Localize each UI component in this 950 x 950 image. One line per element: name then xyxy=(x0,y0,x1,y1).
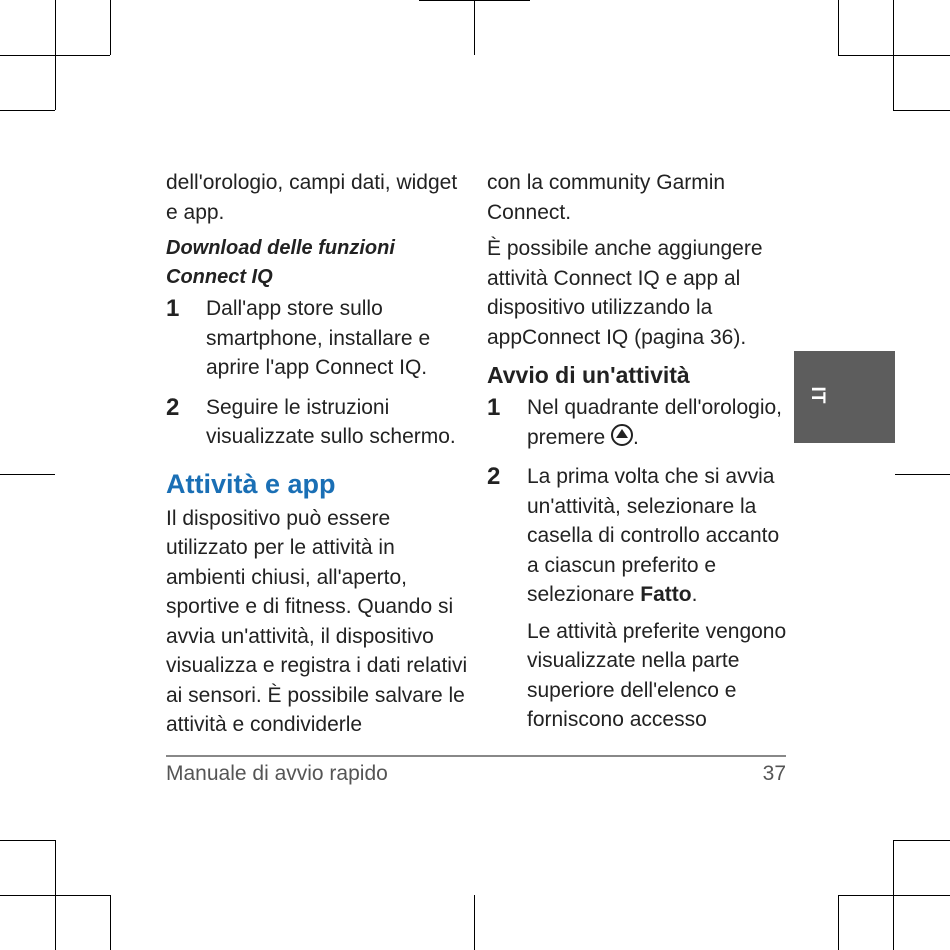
up-triangle-button-icon xyxy=(611,424,633,446)
step2-note: Le attività preferite vengono visualizzate nella parte superiore dell'elenco e forniscono accesso xyxy=(527,619,787,731)
footer-title: Manuale di avvio rapido xyxy=(166,762,388,785)
step-number: 2 xyxy=(487,463,501,490)
section-body: Il dispositivo può essere utilizzato per le attività in ambienti chiusi, all'aperto, sportive e di fitness. Quando si avvia un'attività, il dispositivo visualizza e registra i dati relativi ai sensori. È possibile salvare le attività e condividerle xyxy=(166,506,468,736)
footer-rule xyxy=(166,755,786,757)
start-step-1 xyxy=(487,393,792,452)
step-number: 1 xyxy=(166,295,180,322)
step2-text: La prima volta che si avvia un'attività, selezionare la casella di controllo accanto a ciascun preferito e selezionare xyxy=(527,465,780,606)
page-number: 37 xyxy=(762,762,786,785)
step-number: 1 xyxy=(487,394,501,421)
intro-text: dell'orologio, campi dati, widget e app. xyxy=(166,171,458,224)
language-tab-label: IT xyxy=(807,386,828,404)
step-text: Dall'app store sullo smartphone, installare e aprire l'app Connect IQ. xyxy=(206,297,431,379)
crop-mark xyxy=(419,0,530,1)
crop-mark xyxy=(895,474,950,475)
step-text xyxy=(527,393,792,452)
crop-mark xyxy=(893,840,950,841)
crop-mark xyxy=(474,895,475,950)
download-step-1 xyxy=(166,294,471,383)
crop-mark xyxy=(0,55,110,56)
crop-mark xyxy=(838,895,950,896)
download-step-2 xyxy=(166,393,471,452)
crop-mark xyxy=(474,0,475,55)
fatto-label: Fatto xyxy=(640,583,692,606)
step1-text: Nel quadrante dell'orologio, premere xyxy=(527,396,783,449)
step1-end: . xyxy=(633,425,639,449)
crop-mark xyxy=(0,895,110,896)
step-text xyxy=(527,462,792,735)
crop-mark xyxy=(838,895,839,950)
continuation-text: con la community Garmin Connect. xyxy=(487,171,726,224)
crop-mark xyxy=(0,474,55,475)
section-title: Attività e app xyxy=(166,468,336,499)
crop-mark xyxy=(838,55,950,56)
crop-mark xyxy=(0,840,55,841)
step2-end: . xyxy=(691,583,698,606)
right-column xyxy=(487,168,792,735)
download-heading: Download delle funzioni Connect IQ xyxy=(166,237,395,288)
crop-mark xyxy=(110,895,111,950)
crop-mark xyxy=(893,110,950,111)
step-text: Seguire le istruzioni visualizzate sullo schermo. xyxy=(206,395,456,448)
left-column xyxy=(166,168,471,740)
crop-mark xyxy=(0,110,55,111)
crop-mark xyxy=(838,0,839,55)
crop-mark xyxy=(110,0,111,55)
start-step-2 xyxy=(487,462,792,735)
start-activity-heading: Avvio di un'attività xyxy=(487,362,690,388)
step-number: 2 xyxy=(166,393,180,421)
connect-iq-paragraph: È possibile anche aggiungere attività Connect IQ e app al dispositivo utilizzando la appConnect IQ (pagina 36). xyxy=(487,237,763,349)
language-tab xyxy=(794,351,895,443)
